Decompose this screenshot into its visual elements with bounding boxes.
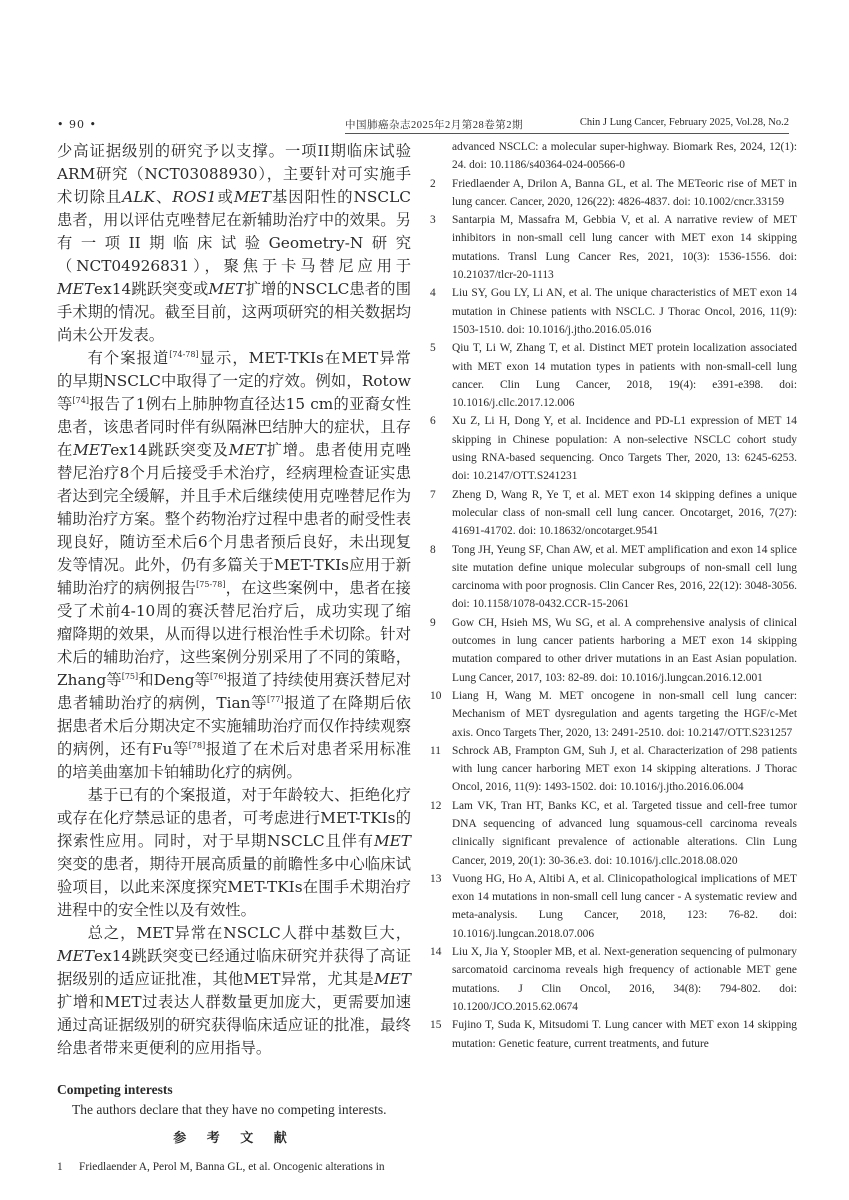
reference-number: 3	[430, 214, 436, 227]
reference-text: advanced NSCLC: a molecular super-highway. Biomark Res, 2024, 12(1): 24. doi: 10.1186/s40364-024-00566-0	[452, 141, 797, 172]
reference-number: 2	[430, 177, 436, 190]
citation[interactable]: [77]	[267, 695, 284, 704]
reference-text: Liu SY, Gou LY, Li AN, et al. The unique characteristics of MET exon 14 mutation in Chinese patients with NSCLC. J Thorac Oncol, 2016, 11(9): 1503-1510. doi: 10.1016/j.jtho.2016.05.016	[452, 287, 797, 336]
reference-number: 10	[430, 689, 442, 702]
journal-title-en: Chin J Lung Cancer, February 2025, Vol.28, No.2	[579, 117, 789, 128]
running-header	[345, 117, 789, 134]
reference-item	[430, 943, 797, 1016]
reference-number: 14	[430, 946, 442, 959]
reference-number: 4	[430, 287, 436, 300]
citation[interactable]: [74-78]	[169, 350, 199, 359]
reference-number: 13	[430, 872, 442, 885]
citation[interactable]: [74]	[72, 396, 89, 405]
paragraph-2: 有个案报道[74-78]显示，MET-TKIs在MET异常的早期NSCLC中取得了一定的疗效。例如，Rotow等[74]报告了1例右上肺肿物直径达15 cm的亚裔女性患者，该患者同时伴有纵隔淋巴结肿大的症状，且存在METex14跳跃突变及MET扩增。患者使用克唑替尼治疗8个月后接受手术治疗，经病理检查证实患者达到完全缓解，并且手术后继续使用克唑替尼作为辅助治疗方案。整个药物治疗过程中患者的耐受性表现良好，随访至术后6个月患者预后良好，未出现复发等情况。此外，仍有多篇关于MET-TKIs应用于新辅助治疗的病例报告[75-78]，在这些案例中，患者在接受了术前4-10周的赛沃替尼治疗后，成功实现了缩瘤降期的效果，从而得以进行根治性手术切除。针对术后的辅助治疗，这些案例分别采用了不同的策略，Zhang等[75]和Deng等[76]报道了持续使用赛沃替尼对患者辅助治疗的病例，Tian等[77]报道了在降期后依据患者术后分期决定不实施辅助治疗而仅作持续观察的病例，还有Fu等[78]报道了在术后对患者采用标准的培美曲塞加卡铂辅助化疗的病例。	[57, 349, 411, 781]
journal-title-cn: 中国肺癌杂志2025年2月第28卷第2期	[345, 120, 523, 131]
reference-item	[430, 614, 797, 687]
reference-item	[430, 870, 797, 943]
reference-item	[430, 175, 797, 212]
left-column	[57, 140, 411, 1176]
reference-number: 6	[430, 415, 436, 428]
reference-number: 7	[430, 488, 436, 501]
competing-interests-text: The authors declare that they have no competing interests.	[72, 1102, 387, 1117]
reference-text: Santarpia M, Massafra M, Gebbia V, et al. A narrative review of MET inhibitors in non-small cell lung cancer with MET exon 14 skipping mutations. Transl Lung Cancer Res, 2021, 10(3): 1536-1556. doi: 10.21037/tlcr-20-1113	[452, 214, 797, 282]
reference-number: 12	[430, 799, 442, 812]
reference-item	[430, 284, 797, 339]
competing-interests-heading: Competing interests	[57, 1082, 173, 1097]
reference-item	[430, 742, 797, 797]
reference-item	[430, 339, 797, 412]
reference-list-right	[430, 138, 797, 1053]
reference-item	[57, 1158, 411, 1176]
reference-item	[430, 412, 797, 485]
citation[interactable]: [78]	[188, 741, 206, 750]
reference-text: Gow CH, Hsieh MS, Wu SG, et al. A comprehensive analysis of clinical outcomes in lung cancer patients harboring a MET exon 14 skipping mutation compared to other driver mutations in an East Asian population. Lung Cancer, 2017, 103: 82-89. doi: 10.1016/j.lungcan.2016.12.001	[452, 616, 797, 684]
body-text	[57, 140, 411, 1060]
references-title: 参 考 文 献	[173, 1131, 295, 1146]
citation[interactable]: [76]	[210, 672, 227, 681]
reference-text: Qiu T, Li W, Zhang T, et al. Distinct MET protein localization associated with MET exon 14 mutation types in patients with non-small-cell lung cancer. Clin Lung Cancer, 2018, 19(4): e391-e398. doi: 10.1016/j.cllc.2017.12.006	[452, 342, 797, 410]
reference-text: Liang H, Wang M. MET oncogene in non-small cell lung cancer: Mechanism of MET dysregulation and agents targeting the HGF/c-Met axis. Onco Targets Ther, 2020, 13: 2491-2510. doi: 10.2147/OTT.S231257	[452, 689, 797, 739]
reference-number: 9	[430, 616, 436, 629]
reference-item	[430, 687, 797, 742]
reference-text: Friedlaender A, Perol M, Banna GL, et al. Oncogenic alterations in	[79, 1161, 385, 1173]
reference-number: 15	[430, 1019, 442, 1032]
page-number: • 90 •	[57, 118, 97, 131]
reference-item	[430, 541, 797, 614]
reference-text: Tong JH, Yeung SF, Chan AW, et al. MET amplification and exon 14 splice site mutation define unique molecular subgroups of non-small cell lung carcinoma with poor prognosis. Clin Cancer Res, 2016, 22(12): 3048-3056. doi: 10.1158/1078-0432.CCR-15-2061	[452, 543, 797, 611]
reference-number: 1	[57, 1161, 63, 1173]
reference-text: Vuong HG, Ho A, Altibi A, et al. Clinicopathological implications of MET exon 14 mutations in non-small cell lung cancer - A systematic review and meta-analysis. Lung Cancer, 2018, 123: 76-82. doi: 10.1016/j.lungcan.2018.07.006	[452, 872, 797, 940]
reference-text: Lam VK, Tran HT, Banks KC, et al. Targeted tissue and cell-free tumor DNA sequencing of advanced lung squamous-cell carcinoma reveals clinically significant prevalence of actionable alterations. Clin Lung Cancer, 2019, 20(1): 30-36.e3. doi: 10.1016/j.cllc.2018.08.020	[452, 799, 797, 867]
paragraph-4: 总之，MET异常在NSCLC人群中基数巨大，METex14跳跃突变已经通过临床研究并获得了高证据级别的适应证批准，其他MET异常，尤其是MET扩增和MET过表达人群数量更加庞大，更需要加速通过高证据级别的研究获得临床适应证的批准，最终给患者带来更便利的应用指导。	[57, 924, 411, 1057]
paragraph-1: 少高证据级别的研究予以支撑。一项II期临床试验ARM研究（NCT03088930），主要针对可实施手术切除且ALK、ROS1或MET基因阳性的NSCLC患者，用以评估克唑替尼在新辅助治疗中的效果。另有一项II期临床试验Geometry-N研究（NCT04926831），聚焦于卡马替尼应用于METex14跳跃突变或MET扩增的NSCLC患者的围手术期的情况。截至目前，这两项研究的相关数据均尚未公开发表。	[57, 142, 411, 344]
reference-text: Friedlaender A, Drilon A, Banna GL, et al. The METeoric rise of MET in lung cancer. Cancer, 2020, 126(22): 4826-4837. doi: 10.1002/cncr.33159	[452, 177, 797, 208]
reference-item	[430, 211, 797, 284]
reference-item	[430, 486, 797, 541]
reference-text: Zheng D, Wang R, Ye T, et al. MET exon 14 skipping defines a unique molecular class of non-small cell lung cancer. Oncotarget, 2016, 7(27): 41691-41702. doi: 10.18632/oncotarget.9541	[452, 488, 797, 538]
reference-number: 5	[430, 342, 436, 355]
reference-text: Schrock AB, Frampton GM, Suh J, et al. Characterization of 298 patients with lung cancer harboring MET exon 14 skipping alterations. J Thorac Oncol, 2016, 11(9): 1493-1502. doi: 10.1016/j.jtho.2016.06.004	[452, 744, 797, 794]
reference-item	[430, 138, 797, 175]
reference-item	[430, 1016, 797, 1053]
reference-number: 8	[430, 543, 436, 556]
reference-text: Xu Z, Li H, Dong Y, et al. Incidence and PD-L1 expression of MET 14 skipping in Chinese population: A non-selective NSCLC cohort study using RNA-based sequencing. Onco Targets Ther, 2020, 13: 6245-6253. doi: 10.2147/OTT.S241231	[452, 415, 797, 483]
reference-list-left	[57, 1158, 411, 1176]
citation[interactable]: [75]	[121, 672, 139, 681]
paragraph-3: 基于已有的个案报道，对于年龄较大、拒绝化疗或存在化疗禁忌证的患者，可考虑进行MET-TKIs的探索性应用。同时，对于早期NSCLC且伴有MET突变的患者，期待开展高质量的前瞻性多中心临床试验项目，以此来深度探究MET-TKIs在围手术期治疗进程中的安全性以及有效性。	[57, 786, 411, 919]
reference-item	[430, 797, 797, 870]
reference-text: Fujino T, Suda K, Mitsudomi T. Lung cancer with MET exon 14 skipping mutation: Genetic feature, current treatments, and future	[452, 1019, 797, 1050]
reference-number: 11	[430, 744, 441, 757]
citation[interactable]: [75-78]	[196, 580, 226, 589]
reference-text: Liu X, Jia Y, Stoopler MB, et al. Next-generation sequencing of pulmonary sarcomatoid carcinoma reveals high frequency of actionable MET gene mutations. J Clin Oncol, 2016, 34(8): 794-802. doi: 10.1200/JCO.2015.62.0674	[452, 946, 797, 1013]
